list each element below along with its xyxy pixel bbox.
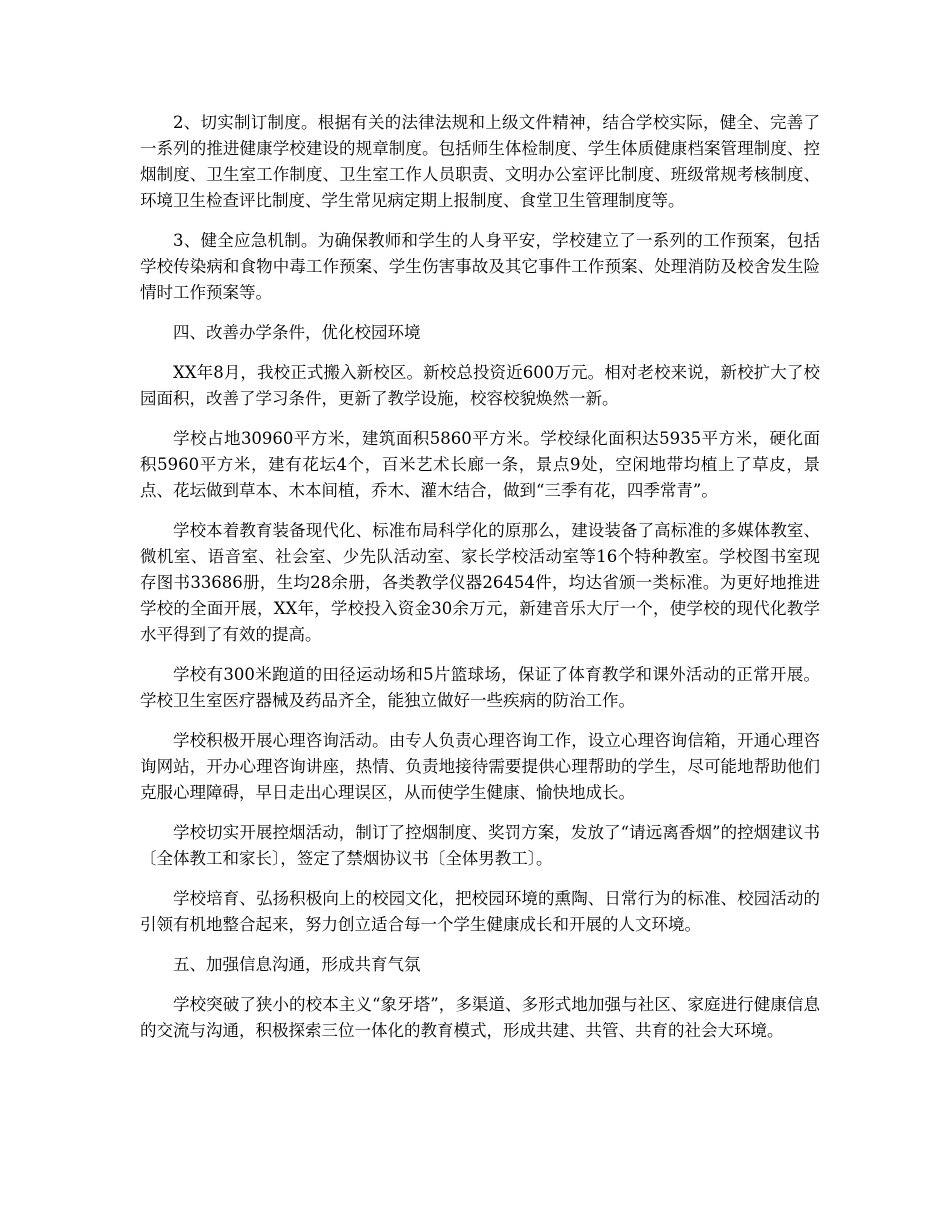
paragraph-emergency-mechanism: 3、健全应急机制。为确保教师和学生的人身平安，学校建立了一系列的工作预案，包括学校传染病和食物中毒工作预案、学生伤害事故及其它事件工作预案、处理消防及校舍发生险情时工作预案等。	[140, 231, 820, 302]
paragraph-campus-area: 学校占地30960平方米，建筑面积5860平方米。学校绿化面积达5935平方米，硬化面积5960平方米，建有花坛4个，百米艺术长廊一条，景点9处，空闲地带均植上了草皮，景点、花坛做到草本、木本间植，乔木、灌木结合，做到“三季有花，四季常青”。	[140, 429, 820, 500]
paragraph-new-campus: XX年8月，我校正式搬入新校区。新校总投资近600万元。相对老校来说，新校扩大了校园面积，改善了学习条件，更新了教学设施，校容校貌焕然一新。	[140, 363, 820, 408]
paragraph-campus-culture: 学校培育、弘扬积极向上的校园文化，把校园环境的熏陶、日常行为的标准、校园活动的引领有机地整合起来，努力创立适合每一个学生健康成长和开展的人文环境。	[140, 889, 820, 934]
paragraph-tobacco-control: 学校切实开展控烟活动，制订了控烟制度、奖罚方案，发放了“请远离香烟”的控烟建议书〔全体教工和家长〕，签定了禁烟协议书〔全体男教工〕。	[140, 823, 820, 868]
paragraph-sports-facilities: 学校有300米跑道的田径运动场和5片篮球场，保证了体育教学和课外活动的正常开展。学校卫生室医疗器械及药品齐全，能独立做好一些疾病的防治工作。	[140, 665, 820, 710]
section-heading-5: 五、加强信息沟通，形成共育气氛	[173, 955, 421, 974]
paragraph-regulations: 2、切实制订制度。根据有关的法律法规和上级文件精神，结合学校实际，健全、完善了一系列的推进健康学校建设的规章制度。包括师生体检制度、学生体质健康档案管理制度、控烟制度、卫生室工作制度、卫生室工作人员职责、文明办公室评比制度、班级常规考核制度、环境卫生检查评比制度、学生常见病定期上报制度、食堂卫生管理制度等。	[140, 113, 820, 210]
paragraph-psychological-counseling: 学校积极开展心理咨询活动。由专人负责心理咨询工作，设立心理咨询信箱，开通心理咨询网站，开办心理咨询讲座，热情、负责地接待需要提供心理帮助的学生，尽可能地帮助他们克服心理障碍，早日走出心理误区，从而使学生健康、愉快地成长。	[140, 731, 820, 802]
section-heading-4: 四、改善办学条件，优化校园环境	[173, 323, 421, 342]
document-body	[140, 110, 820, 1058]
paragraph-equipment: 学校本着教育装备现代化、标准布局科学化的原那么，建设装备了高标准的多媒体教室、微机室、语音室、社会室、少先队活动室、家长学校活动室等16个特种教室。学校图书室现存图书33686册，生均28余册，各类教学仪器26454件，均达省颁一类标准。为更好地推进学校的全面开展，XX年，学校投入资金30余万元，新建音乐大厅一个，使学校的现代化教学水平得到了有效的提高。	[140, 521, 820, 644]
paragraph-communication: 学校突破了狭小的校本主义“象牙塔”，多渠道、多形式地加强与社区、家庭进行健康信息的交流与沟通，积极探索三位一体化的教育模式，形成共建、共管、共育的社会大环境。	[140, 995, 820, 1040]
